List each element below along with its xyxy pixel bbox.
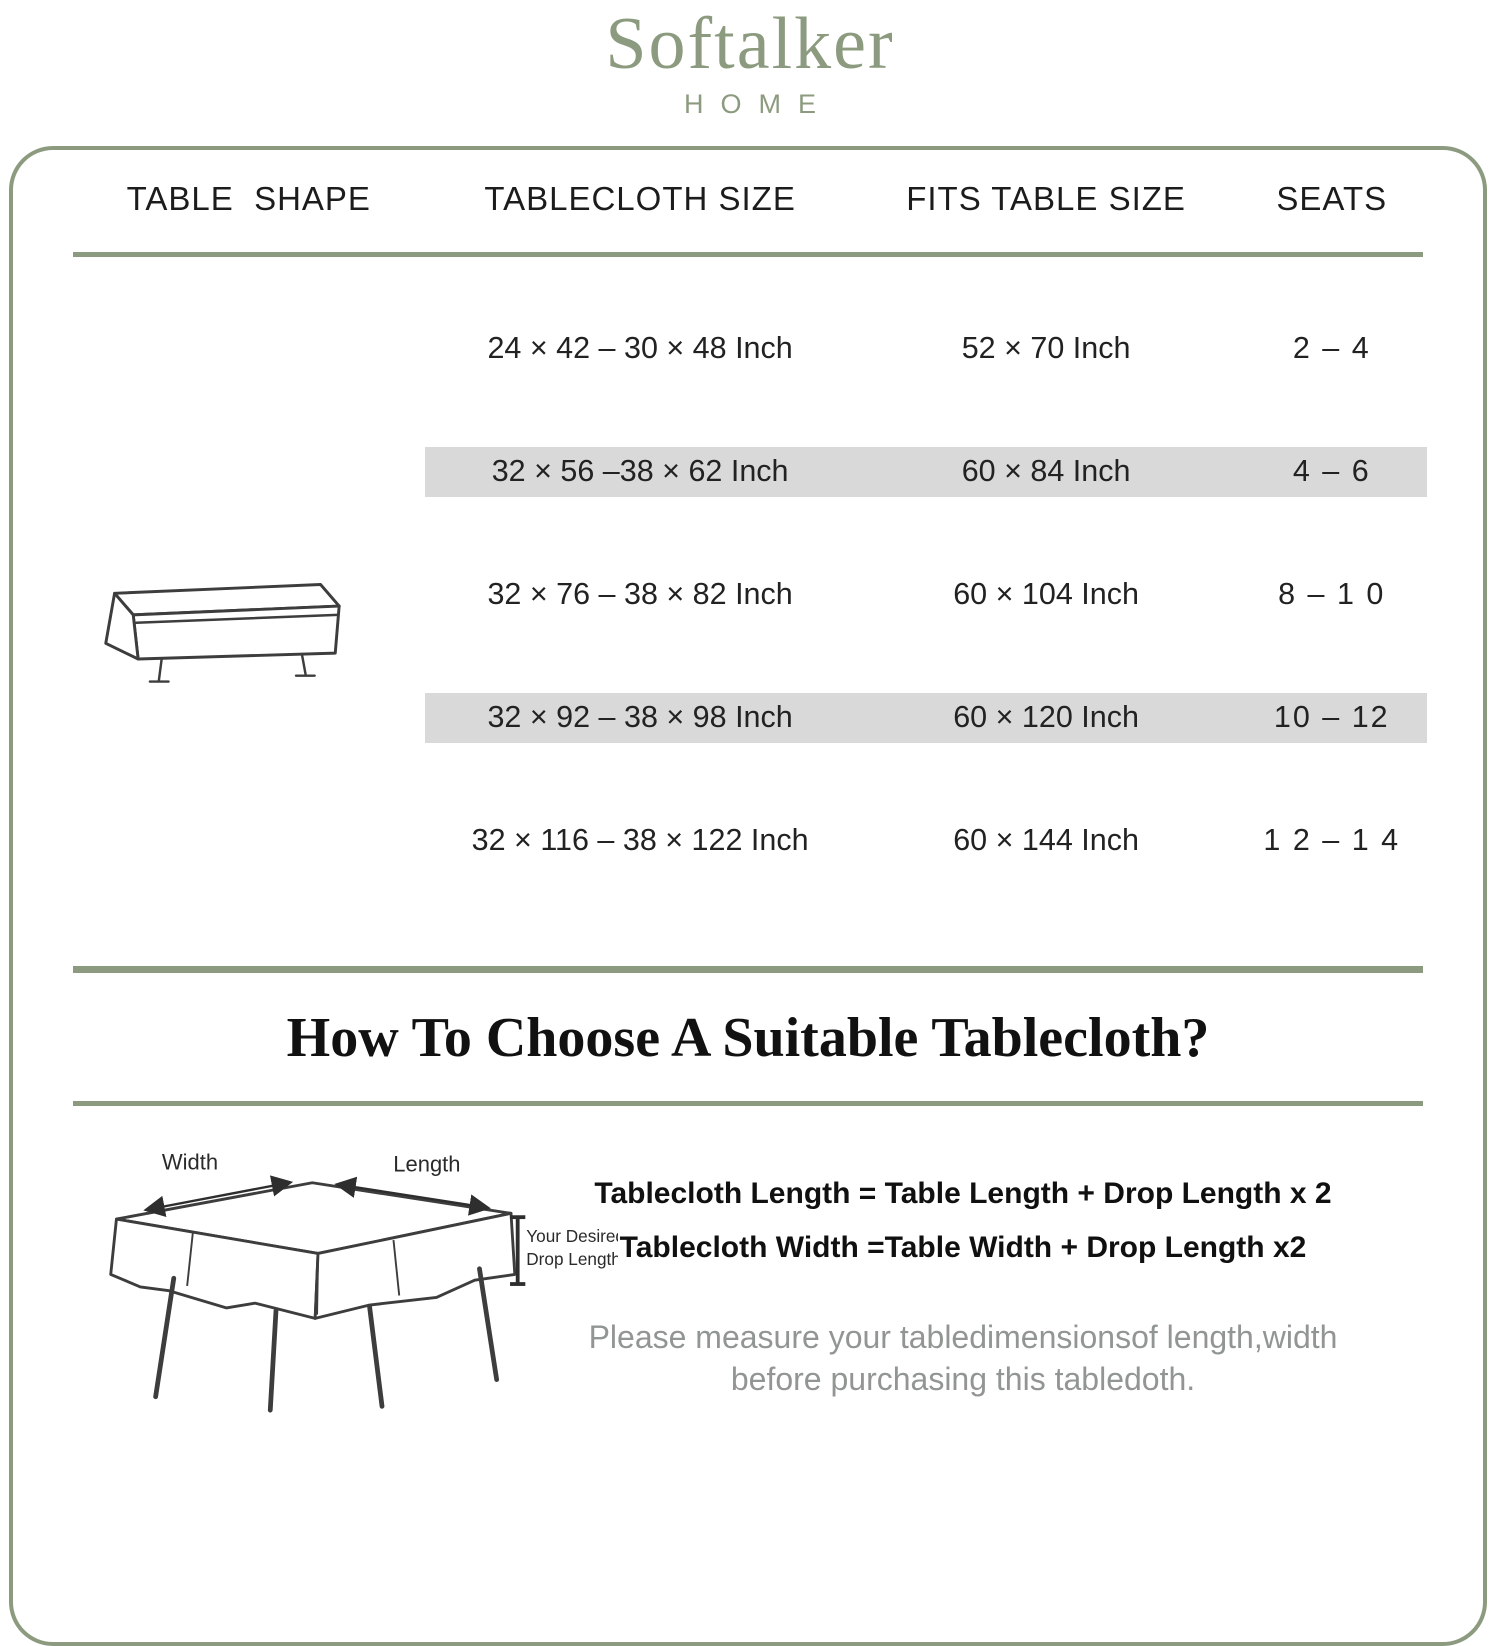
cell-tablecloth-size: 32 × 92 – 38 × 98 Inch	[487, 700, 793, 734]
header-table-shape: TABLE SHAPE	[126, 180, 371, 217]
cell-fits-table-size: 60 × 104 Inch	[953, 577, 1139, 611]
section-divider-top	[73, 966, 1423, 973]
row-band	[425, 816, 1427, 866]
table-with-tablecloth-drawing	[93, 558, 348, 690]
guide-text-block	[533, 1174, 1393, 1432]
brand-subtitle: HOME	[684, 89, 833, 120]
size-chart-panel	[9, 146, 1487, 1646]
length-label: Length	[393, 1151, 461, 1177]
cell-tablecloth-size: 24 × 42 – 30 × 48 Inch	[487, 331, 793, 365]
measure-note-line1: Please measure your tabledimensionsof length,width	[588, 1319, 1338, 1355]
cell-tablecloth-size: 32 × 56 –38 × 62 Inch	[491, 454, 789, 488]
cell-tablecloth-size: 32 × 76 – 38 × 82 Inch	[487, 577, 793, 611]
header-tablecloth-size: TABLECLOTH SIZE	[484, 180, 796, 217]
cell-seats: 4 – 6	[1292, 454, 1371, 488]
header-fits-table-size: FITS TABLE SIZE	[906, 180, 1186, 217]
section-divider-bottom	[73, 1101, 1423, 1106]
cell-seats: 10 – 12	[1273, 700, 1390, 734]
cell-fits-table-size: 52 × 70 Inch	[961, 331, 1131, 365]
cell-seats: 8 – 1 0	[1278, 577, 1386, 611]
row-highlight-band	[425, 693, 1427, 743]
cell-seats: 2 – 4	[1292, 331, 1371, 365]
drop-label-line2: Drop Length	[526, 1248, 618, 1269]
formula-length: Tablecloth Length = Table Length + Drop Length x 2	[594, 1177, 1332, 1210]
row-band	[425, 324, 1427, 374]
guide-title: How To Choose A Suitable Tablecloth?	[286, 1007, 1210, 1069]
brand-logo: Softalker	[605, 3, 895, 85]
table-row	[13, 410, 1483, 533]
table-row	[13, 779, 1483, 902]
drop-label-line1: Your Desired	[526, 1225, 618, 1246]
cell-fits-table-size: 60 × 120 Inch	[953, 700, 1139, 734]
cell-fits-table-size: 60 × 144 Inch	[953, 823, 1139, 857]
rectangle-table-icon	[93, 558, 348, 695]
table-row	[13, 287, 1483, 410]
cell-tablecloth-size: 32 × 116 – 38 × 122 Inch	[471, 823, 809, 857]
cell-seats: 1 2 – 1 4	[1263, 823, 1401, 857]
measure-note	[533, 1316, 1393, 1400]
measure-note-line2: before purchasing this tabledoth.	[730, 1361, 1196, 1397]
header-seats: SEATS	[1276, 180, 1388, 217]
formula-width: Tablecloth Width =Table Width + Drop Length x2	[619, 1231, 1307, 1264]
row-band	[425, 570, 1427, 620]
size-table-header-row	[13, 180, 1483, 218]
brand-header	[0, 0, 1500, 120]
row-highlight-band	[425, 447, 1427, 497]
cell-fits-table-size: 60 × 84 Inch	[961, 454, 1131, 488]
width-label: Width	[161, 1149, 219, 1175]
